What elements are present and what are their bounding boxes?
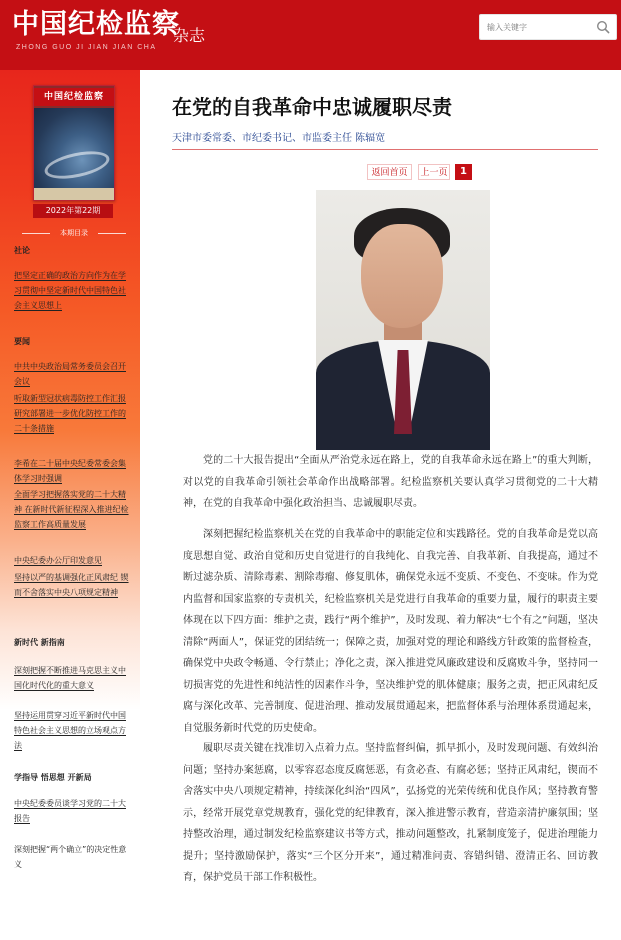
site-header	[0, 0, 621, 70]
current-page-indicator[interactable]: 1	[455, 164, 472, 180]
logo-pinyin: ZHONG GUO JI JIAN JIAN CHA	[16, 44, 157, 51]
cover-image	[34, 108, 114, 188]
sidebar-watermark: ZHONG GUO JI JIAN JIAN CHA	[182, 140, 220, 801]
title-divider	[172, 149, 598, 150]
search-icon[interactable]	[596, 20, 610, 34]
search-box	[479, 14, 617, 40]
toc-link[interactable]: 中央纪委办公厅印发意见	[14, 556, 102, 565]
toc-section-title: 要闻	[14, 337, 30, 346]
toc-section-title: 新时代 新指南	[14, 638, 65, 647]
toc-link[interactable]: 李希在二十届中央纪委常委会集体学习时强调	[14, 459, 126, 483]
article-paragraph: 党的二十大报告提出“全面从严治党永远在路上，党的自我革命永远在路上”的重大判断，对以党的自我革命引领社会革命作出战略部署。纪检监察机关要认真学习贯彻党的二十大精神，在党的自我革命中强化政治担当、忠诚履职尽责。	[183, 455, 598, 509]
toc-link[interactable]: 坚持运用贯穿习近平新时代中国特色社会主义思想的立场观点方法	[14, 711, 126, 750]
sidebar	[0, 70, 220, 886]
cover-title: 中国纪检监察	[34, 88, 114, 106]
toc-link[interactable]: 中共中央政治局常务委员会召开会议	[14, 362, 126, 386]
toc-link[interactable]: 深刻把握不断推进马克思主义中国化时代化的重大意义	[14, 666, 126, 690]
article-paragraph: 履职尽责关键在找准切入点着力点。坚持监督纠偏，抓早抓小，及时发现问题、有效纠治问题；坚持办案惩腐，以零容忍态度反腐惩恶，有贪必查、有腐必惩；坚持正风肃纪，锲而不舍落实中央八项规定精神，持续深化纠治“四风”，弘扬党的光荣传统和优良作风；坚持教育警示，经常开展党章党规教育，强化党的纪律教育，深入推进警示教育，营造亲清护廉氛围；坚持整改治理，通过制发纪检监察建议书等方式，推动问题整改，扎紧制度笼子，促进治理能力提升；坚持激励保护，落实“三个区分开来”，通过精准问责、容错纠错、澄清正名、回访教育，保护党员干部工作积极性。	[183, 743, 598, 883]
issue-label: 2022年第22期	[33, 204, 113, 218]
article-paragraph: 深刻把握纪检监察机关在党的自我革命中的职能定位和实践路径。党的自我革命是党以高度思想自觉、政治自觉和历史自觉进行的自我纯化、自我完善、自我革新、自我提高，通过不断过滤杂质、清除毒素、割除毒瘤、修复肌体，确保党永远不变质、不变色、不变味。作为党内监督和国家监察的专责机关，纪检监察机关是党进行自我革命的重要力量，履行的职责主要体现在以下四方面：维护之责，践行“两个维护”，及时发现、着力解决“七个有之”问题，坚决清除“两面人”，保证党的团结统一；保障之责，加强对党的理论和路线方针政策的监督检查，确保党中央政令畅通、令行禁止；净化之责，深入推进党风廉政建设和反腐败斗争，坚持同一切损害党的先进性和纯洁性的因素作斗争，坚决维护党的肌体健康；服务之责，把正风肃纪反腐与深化改革、完善制度、促进治理、推动发展贯通起来，把监督体系与治理体系贯通起来，自觉服务新时代党的历史使命。	[183, 529, 598, 734]
magazine-cover[interactable]	[33, 85, 115, 201]
toc-link[interactable]: 全面学习把握落实党的二十大精神 在新时代新征程深入推进纪检监察工作高质量发展	[14, 490, 129, 529]
toc-section-title: 学指导 悟思想 开新局	[14, 773, 92, 782]
toc-link[interactable]: 把坚定正确的政治方向作为在学习贯彻中坚定新时代中国特色社会主义思想上	[14, 271, 126, 310]
toc-link[interactable]: 深刻把握“两个确立”的决定性意义	[14, 845, 127, 869]
article-title: 在党的自我革命中忠诚履职尽责	[172, 95, 452, 119]
magazine-label[interactable]: 杂志	[173, 26, 206, 45]
toc-link[interactable]: 中央纪委委员谈学习党的二十大报告	[14, 799, 126, 823]
search-input[interactable]	[487, 15, 595, 39]
toc-heading: 本期目录	[14, 226, 134, 240]
back-home-button[interactable]: 返回首页	[367, 164, 412, 180]
author-portrait	[316, 190, 490, 434]
toc-link[interactable]: 听取新型冠状病毒防控工作汇报 研究部署进一步优化防控工作的二十条措施	[14, 394, 126, 433]
prev-page-button[interactable]: 上一页	[418, 164, 450, 180]
cover-footer	[34, 188, 114, 200]
article-byline: 天津市委常委、市纪委书记、市监委主任 陈辐宽	[172, 133, 386, 144]
toc-link[interactable]: 坚持以严的基调强化正风肃纪 锲而不舍落实中央八项规定精神	[14, 573, 129, 597]
site-logo[interactable]: 中国纪检监察	[12, 9, 180, 40]
toc-section-title: 社论	[14, 246, 30, 255]
